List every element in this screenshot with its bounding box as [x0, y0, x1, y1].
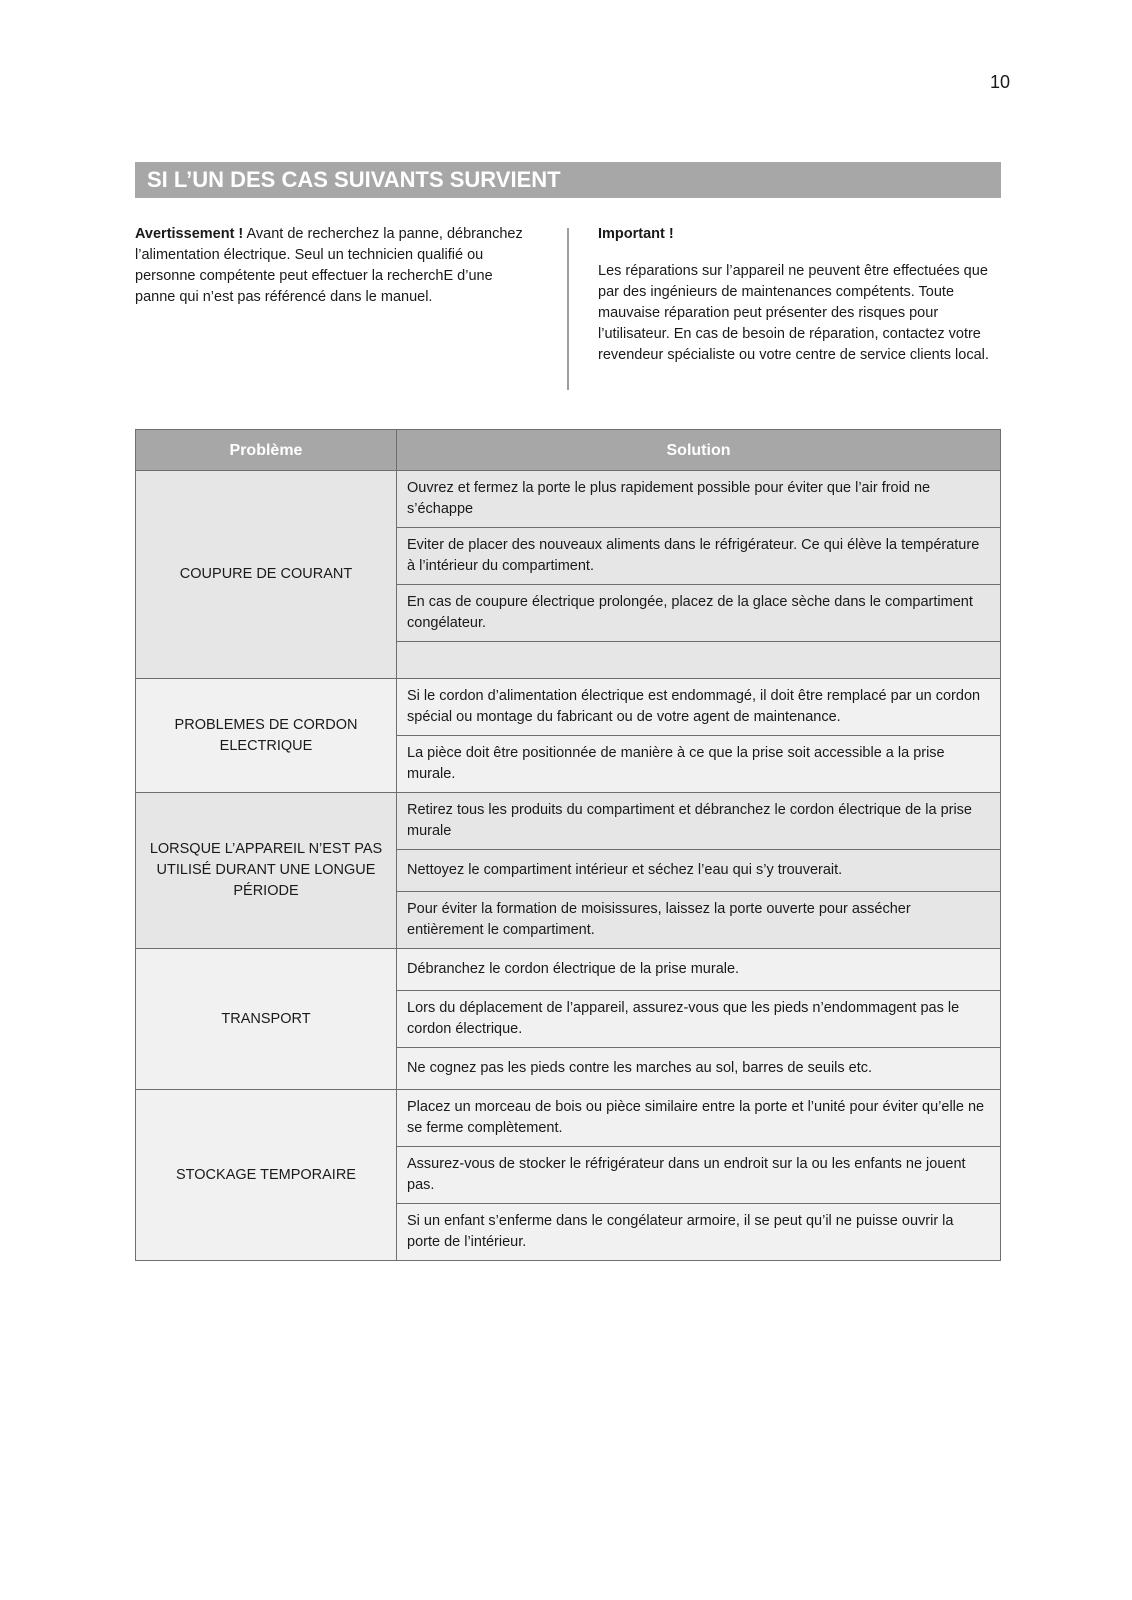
problem-cell: TRANSPORT — [136, 949, 397, 1090]
table-row — [136, 793, 1001, 850]
table-header-row — [136, 430, 1001, 471]
solution-cell: La pièce doit être positionnée de manière à ce que la prise soit accessible a la prise murale. — [397, 736, 1001, 793]
solution-cell: Placez un morceau de bois ou pièce similaire entre la porte et l’unité pour éviter qu’elle ne se ferme complètement. — [397, 1090, 1001, 1147]
problem-cell: PROBLEMES DE CORDON ELECTRIQUE — [136, 679, 397, 793]
header-solution: Solution — [397, 430, 1001, 471]
solution-cell: Eviter de placer des nouveaux aliments dans le réfrigérateur. Ce qui élève la température à l’intérieur du compartiment. — [397, 528, 1001, 585]
warning-label: Avertissement ! — [135, 226, 244, 242]
problem-cell: COUPURE DE COURANT — [136, 471, 397, 679]
solution-cell: Retirez tous les produits du compartiment et débranchez le cordon électrique de la prise murale — [397, 793, 1001, 850]
table-row — [136, 949, 1001, 991]
header-problem: Problème — [136, 430, 397, 471]
problem-cell: STOCKAGE TEMPORAIRE — [136, 1090, 397, 1261]
important-text: Les réparations sur l’appareil ne peuvent être effectuées que par des ingénieurs de maintenances compétents. Toute mauvaise réparation peut présenter des risques pour l’utilisateur. En cas de besoin de réparation, contactez votre revendeur spécialiste ou votre centre de service clients local. — [598, 263, 989, 363]
page-number: 10 — [989, 72, 1010, 92]
warning-paragraph — [135, 224, 525, 308]
solution-cell: Débranchez le cordon électrique de la prise murale. — [397, 949, 1001, 991]
solution-cell: En cas de coupure électrique prolongée, placez de la glace sèche dans le compartiment congélateur. — [397, 585, 1001, 642]
column-divider — [567, 228, 569, 390]
troubleshooting-table — [135, 429, 1001, 1261]
solution-cell: Assurez-vous de stocker le réfrigérateur dans un endroit sur la ou les enfants ne jouent pas. — [397, 1147, 1001, 1204]
important-note — [598, 224, 1008, 366]
solution-cell: Nettoyez le compartiment intérieur et séchez l’eau qui s’y trouverait. — [397, 850, 1001, 892]
solution-cell-empty — [397, 642, 1001, 679]
solution-cell: Ouvrez et fermez la porte le plus rapidement possible pour éviter que l’air froid ne s’échappe — [397, 471, 1001, 528]
table-row — [136, 679, 1001, 736]
section-title: SI L’UN DES CAS SUIVANTS SURVIENT — [135, 162, 1001, 198]
problem-cell: LORSQUE L’APPAREIL N’EST PAS UTILISÉ DURANT UNE LONGUE PÉRIODE — [136, 793, 397, 949]
solution-cell: Si un enfant s’enferme dans le congélateur armoire, il se peut qu’il ne puisse ouvrir la porte de l’intérieur. — [397, 1204, 1001, 1261]
important-title: Important ! — [598, 226, 674, 242]
solution-cell: Si le cordon d’alimentation électrique est endommagé, il doit être remplacé par un cordon spécial ou montage du fabricant ou de votre agent de maintenance. — [397, 679, 1001, 736]
solution-cell: Pour éviter la formation de moisissures, laissez la porte ouverte pour assécher entièrement le compartiment. — [397, 892, 1001, 949]
solution-cell: Ne cognez pas les pieds contre les marches au sol, barres de seuils etc. — [397, 1048, 1001, 1090]
solution-cell: Lors du déplacement de l’appareil, assurez-vous que les pieds n’endommagent pas le cordon électrique. — [397, 991, 1001, 1048]
table-row — [136, 1090, 1001, 1147]
table-row — [136, 471, 1001, 528]
warning-text: Avant de recherchez la panne, débranchez l’alimentation électrique. Seul un technicien qualifié ou personne compétente peut effectuer la recherchE d’une panne qui n’est pas référencé dans le manuel. — [135, 226, 523, 305]
